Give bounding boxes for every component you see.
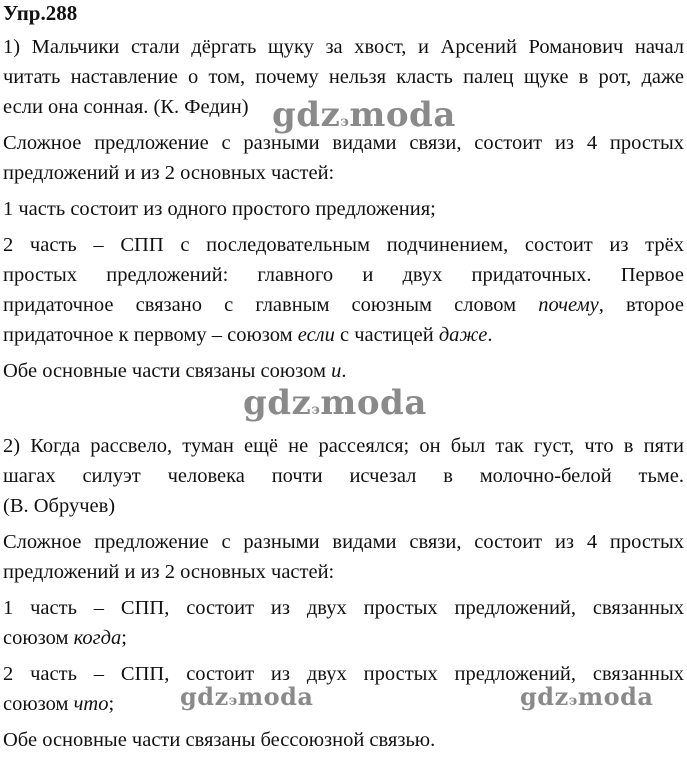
ex1-part2-line-4 (3, 320, 684, 350)
text-fragment: придаточное к первому – союзом (3, 324, 298, 346)
text-fragment: , второе (598, 294, 684, 316)
text-fragment: придаточное связано с главным союзным словом (3, 294, 539, 316)
ex2-analysis-line-2: предложений и из 2 основных частей: (3, 561, 335, 583)
ex1-part2-line-3 (3, 290, 684, 320)
watermark-text: gdz (272, 95, 341, 135)
ex2-part1-line-2 (3, 623, 684, 653)
watermark-logo (180, 683, 313, 715)
exercise-title: Упр.288 (3, 1, 78, 25)
ex1-part2-line-1: 2 часть – СПП с последовательным подчинением, состоит из трёх (3, 234, 684, 256)
ex1-sentence-line-1: 1) Мальчики стали дёргать щуку за хвост, и Арсений Романович начал (3, 36, 684, 58)
watermark-logo (272, 96, 456, 141)
ex2-part1-line-1: 1 часть – СПП, состоит из двух простых предложений, связанных (3, 597, 684, 619)
ex2-sentence-line-3: (В. Обручев) (3, 495, 116, 517)
watermark-domain: moda (237, 682, 314, 711)
italic-conjunction: почему (538, 294, 599, 316)
ex1-analysis-line-1: Сложное предложение с разными видами связи, состоит из 4 простых (3, 132, 684, 154)
ex1-part2-line-2: простых предложений: главного и двух придаточных. Первое (3, 264, 684, 286)
text-fragment: . (487, 324, 493, 346)
text-fragment: с частицей (334, 324, 439, 346)
watermark-dot: э (311, 402, 321, 418)
ex1-analysis-line-2: предложений и из 2 основных частей: (3, 162, 335, 184)
text-fragment: . (341, 360, 347, 382)
ex2-analysis-line-1: Сложное предложение с разными видами связи, состоит из 4 простых (3, 531, 684, 553)
watermark-logo (243, 384, 427, 429)
watermark-domain: moda (349, 95, 456, 135)
ex1-part1-line: 1 часть состоит из одного простого предложения; (3, 198, 436, 220)
watermark-text: gdz (520, 682, 569, 711)
text-fragment: Обе основные части связаны союзом (3, 360, 332, 382)
italic-conjunction: если (297, 324, 335, 346)
text-fragment: ; (108, 693, 115, 715)
watermark-dot: э (340, 114, 350, 130)
italic-particle: даже (438, 324, 488, 346)
ex1-sentence-line-2: читать наставление о том, почему нельзя класть палец щуке в рот, даже (3, 66, 684, 88)
italic-conjunction: и (331, 360, 342, 382)
text-fragment: союзом (3, 627, 74, 649)
watermark-dot: э (568, 693, 578, 709)
watermark-domain: moda (577, 682, 654, 711)
watermark-dot: э (228, 693, 238, 709)
ex2-part2-line-1: 2 часть – СПП, состоит из двух простых предложений, связанных (3, 663, 684, 685)
watermark-text: gdz (180, 682, 229, 711)
watermark-domain: moda (320, 383, 427, 423)
text-fragment: ; (121, 627, 127, 649)
italic-conjunction: когда (73, 627, 122, 649)
ex1-conclusion-line (3, 356, 684, 386)
ex2-sentence-line-2: шагах силуэт человека почти исчезал в молочно-белой тьме. (3, 465, 684, 487)
watermark-logo (520, 683, 653, 715)
text-fragment: союзом (3, 693, 74, 715)
ex2-conclusion-line: Обе основные части связаны бессоюзной связью. (3, 729, 436, 751)
ex2-sentence-line-1: 2) Когда рассвело, туман ещё не рассеялся; он был так густ, что в пяти (3, 435, 684, 457)
watermark-text: gdz (243, 383, 312, 423)
ex1-sentence-line-3: если она сонная. (К. Федин) (3, 96, 249, 118)
italic-conjunction: что (73, 693, 109, 715)
